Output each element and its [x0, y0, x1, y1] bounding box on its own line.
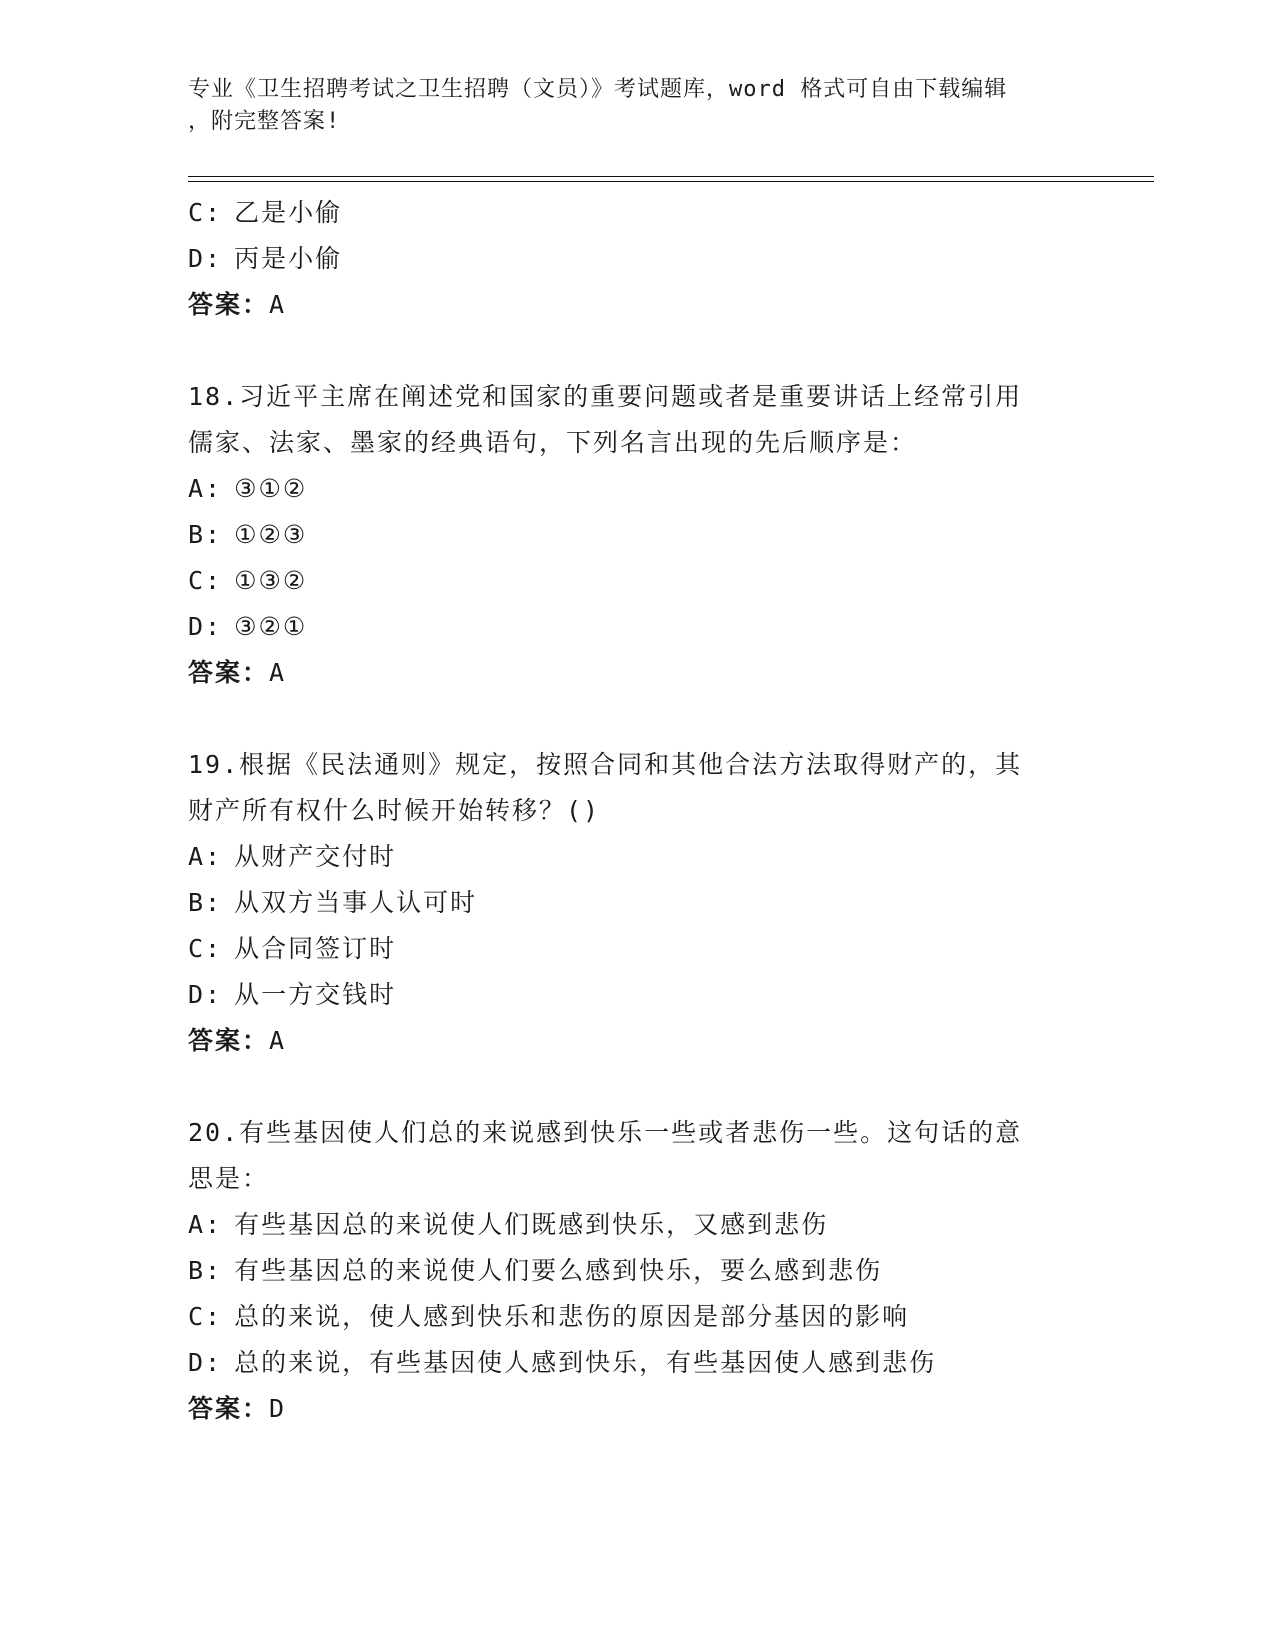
- question-list: [188, 190, 1088, 1432]
- continued-question: [188, 190, 1088, 328]
- answer-line: [188, 650, 1088, 696]
- option-b: B: ①②③: [188, 520, 308, 549]
- spacer: [188, 328, 1088, 374]
- option-c: C: 乙是小偷: [188, 198, 343, 227]
- header-divider-top: [188, 176, 1154, 177]
- answer-value: D: [269, 1394, 287, 1423]
- option-c: C: ①③②: [188, 566, 308, 595]
- question-text-line: 思是：: [188, 1164, 270, 1193]
- answer-label: 答案：: [188, 1394, 270, 1423]
- header-line-1: 专业《卫生招聘考试之卫生招聘（文员）》考试题库，word 格式可自由下载编辑: [188, 77, 1008, 102]
- question-text-line: 财产所有权什么时候开始转移？(): [188, 796, 601, 825]
- question-19: [188, 742, 1088, 1064]
- spacer: [188, 1064, 1088, 1110]
- option-c: C: 从合同签订时: [188, 934, 397, 963]
- option-d: D: 丙是小偷: [188, 244, 343, 273]
- option-a: A: 从财产交付时: [188, 842, 397, 871]
- question-text-line: 儒家、法家、墨家的经典语句，下列名言出现的先后顺序是：: [188, 428, 918, 457]
- question-20: [188, 1110, 1088, 1432]
- answer-line: [188, 282, 1088, 328]
- option-d: D: 从一方交钱时: [188, 980, 397, 1009]
- question-text-line: 18.习近平主席在阐述党和国家的重要问题或者是重要讲话上经常引用: [188, 382, 1023, 411]
- header-divider-bottom: [188, 181, 1154, 182]
- option-b: B: 有些基因总的来说使人们要么感到快乐，要么感到悲伤: [188, 1256, 883, 1285]
- option-a: A: ③①②: [188, 474, 308, 503]
- answer-value: A: [269, 658, 287, 687]
- question-18: [188, 374, 1088, 696]
- option-d: D: 总的来说，有些基因使人感到快乐，有些基因使人感到悲伤: [188, 1348, 937, 1377]
- answer-label: 答案：: [188, 290, 270, 319]
- option-c: C: 总的来说，使人感到快乐和悲伤的原因是部分基因的影响: [188, 1302, 910, 1331]
- answer-value: A: [269, 290, 287, 319]
- question-text-line: 19.根据《民法通则》规定，按照合同和其他合法方法取得财产的，其: [188, 750, 1023, 779]
- header-line-2: ，附完整答案!: [188, 109, 341, 134]
- answer-line: [188, 1386, 1088, 1432]
- option-d: D: ③②①: [188, 612, 308, 641]
- option-a: A: 有些基因总的来说使人们既感到快乐，又感到悲伤: [188, 1210, 829, 1239]
- answer-label: 答案：: [188, 658, 270, 687]
- question-text-line: 20.有些基因使人们总的来说感到快乐一些或者悲伤一些。这句话的意: [188, 1118, 1023, 1147]
- answer-line: [188, 1018, 1088, 1064]
- answer-label: 答案：: [188, 1026, 270, 1055]
- answer-value: A: [269, 1026, 287, 1055]
- spacer: [188, 696, 1088, 742]
- document-header: [188, 74, 1068, 138]
- option-b: B: 从双方当事人认可时: [188, 888, 478, 917]
